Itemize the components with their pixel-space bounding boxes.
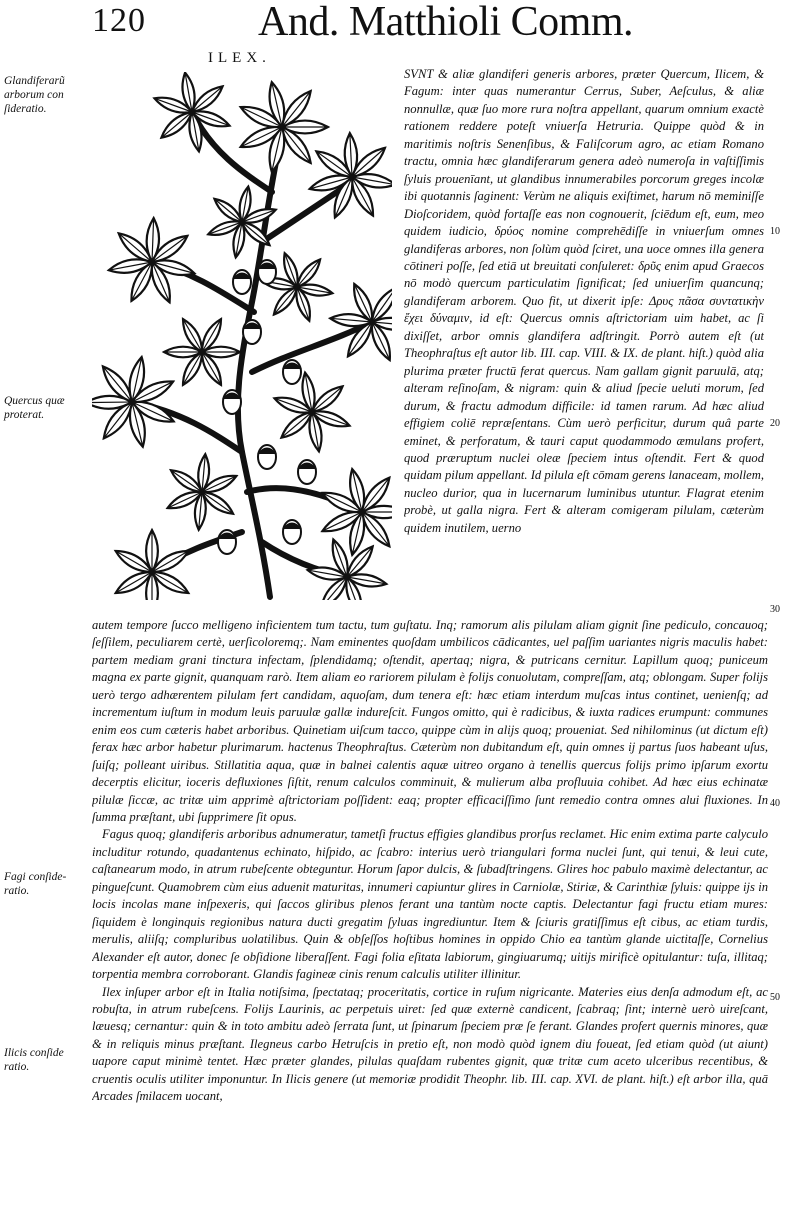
plant-leaf-vein [161,112,192,138]
body-paragraph: Fagus quoq; glandiferis arboribus adnumeratur, tametſi fructus effigies glandibus prorſus reclamet. Hic enim extima parte calyculo includitur rotundo, quadantenus echinato, hiſpido, ac ſcabro: interius uerò triangulari forma nuclei ſunt, qui tenui, & leui cute, caſtanearum modo, in atrum rubeſcente obteguntur. Horum ſapor dulcis, & ſubadſtringens. Glires hoc pabulo maximè delectantur, ac pingueſcunt. Quamobrem cùm eius aduenit maturitas, innumeri capiuntur glires in Carniolæ, Stiriæ, & Carinthiæ ſyluis: quippe ijs in locis incolas mane inſpexeris, qui ſaccos gliribus plenos ferant una tantùm nocte captis. Delectantur fagi fructu etiam mures: ſiquidem è longinquis regionibus natura ducti gregatim ſyluas ingrediuntur. Item & ſciuris gratiſſimus eſt cibus, ac etiam turdis, merulis, aliiſq; compluribus uolatilibus. Quin & obſeſſos hoſtibus homines in oppido Chio ea tantùm glande uictitaſſe, Cornelius Alexander eſt autor, donec ſe obſidione liberaſſent. Fagi folia eſitata labiorum, gingiuarumq; uitijs mirificè opitulantur: tuſa, illitaq; torpentia membra corroborant. Glandis fagineæ cinis renum calculis utiliter illinitur. [92,827,768,982]
plant-leaf-vein [274,287,297,315]
body-paragraph: autem tempore ſucco melligeno inficientem tum tactu, tum guſtatu. Inq; ramorum alis pilulam aliam gignit ſine pediculo, concauoq; ſeſſilem, peculiarem certè, uerſicoloremq;. Nam eminentes quoſdam umbilicos cādicantes, uel paſſim uariantes nigris maculis habet: partem mediam grani tinctura infectam, ſplendidamq; oſtendit, apertaq; nigra, & putricans cernitur. Lapillum quoq; puniceum magna ex parte gignit, quanquam rarò. Item aliam eo rariorem pilulam è folijs conuolutam, compreſſam, atq; oblongam. Super folijs uerò tergo adhærentem pilulam fert candidam, aquoſam, dum tenera eſt: hæc etiam interdum muſcas intus continet, uenienſq; ad incrementum iuſtum in modum leuis paruulæ gallæ indureſcit. Fungos omitto, qui è radicibus, & iuxta radices erumpunt: communes enim eos cum cæteris habet arboribus. Quinetiam uiſcum tacco, quippe cùm in alijs quoq; proueniat. Sed nihilominus (ut dictum eſt) ferax hæc arbor habetur plurimarum. hactenus Theophraſtus. Cæterùm non dubitandum eſt, quin omnes ij partus ſuos habeant uſus, ſuiſq; polleant uiribus. Stillatitia aqua, quæ in balnei calentis aquæ uitreo organo à tenellis quercus folijs primo ipſarum exortu decerptis elicitur, ioceris defluxiones ſiſtit, renum calculos comminuit, & mulierum alba profluuia cohibet. Ad hæc eius echinatæ pilulæ ſiccæ, ac tritæ uim apprimè aſtrictoriam poſſident: eaq; propter efficaciſſimo ſunt remedio contra omnes alui fluxiones. In ſumma præſtant, ubi ſupprimere ſit opus. [92,618,768,824]
body-paragraph: Ilex inſuper arbor eſt in Italia notiſsima, ſpectataq; proceritatis, cortice in ruſum nigricante. Materies eius denſa admodum eſt, ac robuſta, in atrum rubeſcens. Folijs Laurinis, ac perpetuis uiret: ſed quæ externè candicent, ſcabraq; ſint; internè uerò uireſcant, læuesq; cernantur: quin & in toto ambitu adeò ſerrata ſunt, ut ſpinarum ſpeciem præ ſe ferant. Glandes profert quernis minores, quæ & in reliquis minus præſtant. Ilegneus carbo Hetruſcis in pretio eſt, non modò quòd ignem diu foueat, ſed etiam quòd (ut aiunt) uapore caput minimè tentet. Hæc præter glandes, pilulas quaſdam rubentes gignit, quæ tritæ cum aceto ulceribus recentibus, & cruentis oculis utiliter imponuntur. In Ilicis genere (ut memoriæ prodidit Theophr. lib. III. cap. XVI. de plant. hiſt.) eſt arbor illa, quā Arcades ſmilacem uocant, [92,984,768,1104]
text-full-width [92,617,768,1217]
ilex-woodcut-illustration [92,72,392,600]
running-title: And. Matthioli Comm. [258,0,634,45]
page-number: 120 [92,2,146,39]
margin-note-glandiferous-trees: Glandiferarũ arborum con ſideratio. [4,75,65,115]
line-number: 20 [770,418,780,429]
figure-caption: ILEX. [208,50,271,66]
line-number: 10 [770,226,780,237]
text-column-beside-figure [404,66,764,606]
margin-note-beech: Fagi conſide- ratio. [4,871,67,897]
running-head [0,0,787,44]
plant-leaf-vein [214,199,242,222]
plant-leaf-vein [312,386,343,412]
line-number: 40 [770,798,780,809]
line-number: 50 [770,992,780,1003]
plant-leaf-vein [297,259,320,287]
plant-leaf-vein [192,86,223,112]
plant-leaf-vein [92,402,132,403]
margin-note-holm-oak: Ilicis conſide ratio. [4,1047,64,1073]
margin-note-oak-products: Quercus quæ proterat. [4,395,65,421]
plant-leaf-vein [281,412,312,438]
line-number: 30 [770,604,780,615]
body-paragraph: SVNT & aliæ glandiferi generis arbores, præter Quercum, Ilicem, & Fagum: inter quas numerantur Cerrus, Suber, Aeſculus, & aliæ nonnullæ, quæ ſuo more rura noſtra appellant, quarum omnium exactè rationem reddere poteſt vniuerſa Hetruria. Quippe quòd & in maritimis noſtris Senenſibus, & Faliſcorum agro, ac etiam Romano tractu, omnia hæc glandiferarum genera adeò numeroſa in vaſtiſſimis ſyluis prouenīant, ut glandibus innumerabiles porcorum greges incolæ ibi quotannis ſaginent: Verùm ne aliquis exiſtimet, harum nō meminiſſe Dioſcoridem, quòd fortaſſe eas non cognouerit, ſciēdum eſt, eum, meo quidem iudicio, δρύος nomine comprehēdiſſe in vniuerſum omnes glandiferas arbores, non ſolùm quòd ſciret, una uoce omnes illa genera cōtineri poſſe, ſed etiā ut breuitati conſuleret: δρῦς enim apud Graecos nō modò quercum particulatim ſignificat; ſed uniuerſim quancunq; glandiferam arborem. Quo fit, ut dixerit ipſe: Δρυς πᾶσα συντατικὴν ἔχει δύναμιν, id eſt: Quercus omnis aſtrictoriam uim habet, ac ſi dixiſſet, arbor omnis glandifera adſtringit. Porrò autem eſt (ut Theophraſtus eſt autor lib. III. cap. VIII. & IX. de plant. hiſt.) quòd alia plurima præter fructū ferat quercus. Nam gallam gignit paruulā, atq; alteram reſinoſam, & nigram: quin & aliud ſpecie ueluti morum, ſed durum, & fractu admodum difficile: id tamen rarum. Ad hæc aliud effigiem coliē repræſentans. Cùm uerò perficitur, durum quâ parte eminet, & perforatum, & tauri caput quodammodo æmulans profert, quod præruptum nuclei oleæ ſpeciem intus oſtendit. Fert & quod quidam pilum appellant. Id pilula eſt cōmam gerens lanaceam, mollem, nucleo durior, qua in lucernarum luminibus utuntur. Flagrat etenim probè, ut galla nigra. Fert & alteram comigeram pilulam, cæterùm quidem inutilem, uerno [404,67,764,535]
